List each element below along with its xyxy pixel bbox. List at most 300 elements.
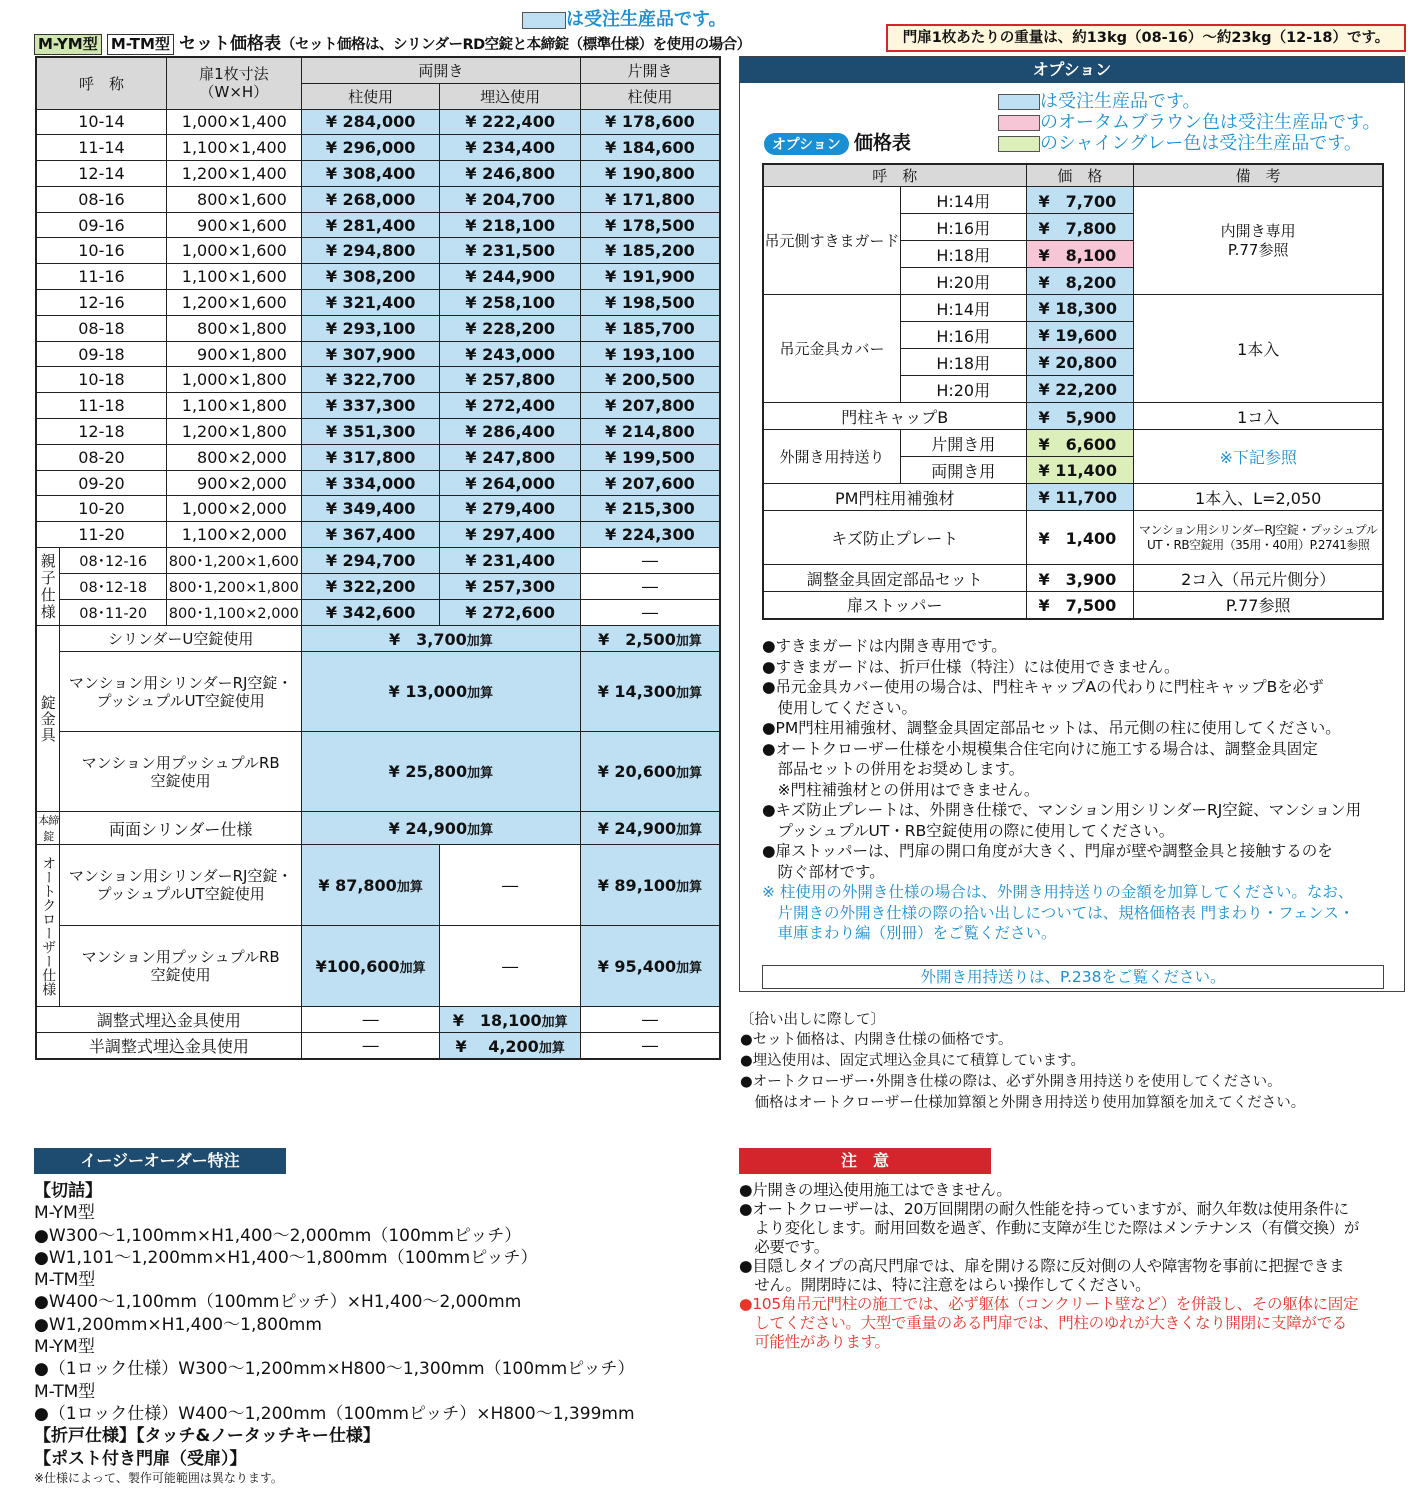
- price-pillar: ¥ 294,700: [325, 551, 416, 571]
- option-blue-note: 片開きの外開き仕様の際の拾い出しについては、規格価格表 門まわり・フェンス・: [762, 903, 1355, 922]
- opt-price: ¥ 7,500: [1038, 596, 1117, 616]
- easy-order-line: 【ポスト付き門扉（受扉）】: [34, 1448, 247, 1469]
- price-pillar: ¥ 308,200: [325, 267, 416, 287]
- kasan-label: 加算: [676, 960, 703, 976]
- opt-name: 門柱キャップB: [841, 407, 949, 427]
- opt-size: H:14用: [936, 299, 991, 319]
- table-row: [36, 393, 720, 419]
- price-pillar: ¥ 317,800: [325, 447, 416, 467]
- easy-order-header: イージーオーダー特注: [34, 1148, 286, 1174]
- option-legend: は受注生産品です。 のオータムブラウン色は受注生産品です。 のシャイングレー色は受注生産品です。: [998, 91, 1381, 154]
- table-row: [36, 548, 720, 574]
- weight-note: 門扉1枚あたりの重量は、約13kg（08-16）～約23kg（12-18）です。: [886, 24, 1406, 52]
- row-name: 08-20: [78, 447, 125, 467]
- price-embedded: ¥ 204,700: [465, 189, 555, 209]
- option-table: [762, 163, 1384, 620]
- row-name: 12-16: [78, 292, 125, 312]
- price-single: ¥ 224,300: [605, 525, 695, 545]
- row-name: 11-20: [78, 525, 125, 545]
- row-size: 1,000×1,400: [181, 112, 287, 132]
- price-single: ¥ 2,500: [598, 630, 676, 650]
- caution-line: ●オートクローザーは、20万回開閉の耐久性能を持っていますが、耐久年数は使用条件に: [739, 1200, 1349, 1218]
- price-single: ¥ 185,200: [605, 241, 695, 261]
- price-single: ―: [641, 1010, 658, 1030]
- table-row: [763, 403, 1383, 430]
- option-note: プッシュプルUT・RB空錠使用の際に使用してください。: [762, 821, 1175, 840]
- price-embedded: ¥ 272,600: [465, 603, 555, 623]
- kasan-label: 加算: [467, 822, 494, 838]
- table-row: [763, 592, 1383, 619]
- honjime-label: 本締錠: [38, 814, 59, 844]
- row-size: 1,100×1,800: [181, 396, 287, 416]
- price-embedded: ―: [502, 875, 519, 895]
- row-name: マンション用シリンダーRJ空錠・ プッシュプルUT空錠使用: [68, 673, 293, 710]
- row-name: 半調整式埋込金具使用: [88, 1036, 249, 1056]
- easy-order-line: M-TM型: [34, 1381, 96, 1402]
- easy-order-body: [34, 1180, 714, 1486]
- row-name: 08-18: [78, 318, 125, 338]
- price-embedded: ¥ 228,200: [465, 318, 555, 338]
- kasan-label: 加算: [676, 686, 703, 702]
- price-embedded: ¥ 264,000: [465, 473, 555, 493]
- kasan-label: 加算: [676, 879, 703, 895]
- table-row: [36, 812, 720, 845]
- green-swatch: [998, 136, 1040, 152]
- opt-note: マンション用シリンダーRJ空錠・プッシュプル UT・RB空錠用（35用・40用）P.2741参照: [1139, 522, 1378, 552]
- blue-swatch: [522, 12, 566, 29]
- opt-note: 1本入: [1237, 340, 1280, 359]
- price-single: ¥ 207,600: [605, 473, 695, 493]
- row-name: 08-16: [78, 189, 125, 209]
- price-embedded: ¥ 257,300: [465, 577, 555, 597]
- option-note: ●オートクローザー仕様を小規模集合住宅向けに施工する場合は、調整金具固定: [762, 739, 1318, 758]
- price-single: ―: [641, 551, 658, 571]
- price-pillar: ―: [362, 1035, 379, 1055]
- table-row: [36, 926, 720, 1007]
- table-row: [36, 290, 720, 316]
- row-name: 08･12-18: [79, 580, 148, 597]
- closer-label: オートクローザー仕様: [40, 855, 57, 996]
- price-embedded: ―: [502, 956, 519, 976]
- table-row: [36, 574, 720, 600]
- row-size: 1,000×2,000: [181, 499, 287, 519]
- header-embedded: 埋込使用: [440, 83, 581, 109]
- option-blue-note: ※ 柱使用の外開き仕様の場合は、外開き用持送りの金額を加算してください。なお、: [762, 883, 1354, 901]
- opt-name: 扉ストッパー: [846, 596, 943, 616]
- table-row: [36, 626, 720, 652]
- kasan-label: 加算: [675, 634, 702, 650]
- table-row: [763, 484, 1383, 511]
- page-title: セット価格表: [179, 34, 282, 54]
- price-pillar: ¥ 281,400: [325, 215, 416, 235]
- easy-order-line: ●W1,101～1,200mm×H1,400～1,800mm（100mmピッチ）: [34, 1247, 538, 1268]
- row-size: 1,200×1,800: [181, 421, 287, 441]
- opt-size: H:20用: [936, 272, 991, 292]
- price-pillar: ¥ 322,700: [325, 370, 416, 390]
- option-note: 部品セットの併用をお奨めします。: [762, 760, 1025, 778]
- opt-header-name: 呼 称: [763, 164, 1026, 187]
- option-note: ●扉ストッパーは、門扉の開口角度が大きく、門扉が壁や調整金具と接触するのを: [762, 842, 1333, 860]
- price-single: ¥ 89,100: [597, 875, 677, 895]
- caution-line: 必要です。: [739, 1238, 829, 1256]
- easy-order-line: ●（1ロック仕様）W300～1,200mm×H800～1,300mm（100mmピッチ）: [34, 1359, 635, 1380]
- price-embedded: ¥ 272,400: [465, 396, 555, 416]
- opt-size: H:16用: [936, 218, 991, 238]
- price-embedded: ¥ 231,500: [465, 241, 555, 261]
- set-price-title: [34, 29, 751, 55]
- option-badge: オプション: [764, 133, 849, 155]
- row-size: 800･1,100×2,000: [168, 606, 299, 623]
- price-pillar: ¥ 349,400: [325, 499, 416, 519]
- row-size: 900×2,000: [197, 473, 287, 493]
- table-row: [36, 186, 720, 212]
- price-embedded: ¥ 246,800: [465, 163, 555, 183]
- option-title: [764, 128, 911, 155]
- row-size: 900×1,800: [197, 344, 287, 364]
- row-name: 08･11-20: [79, 606, 148, 623]
- row-name: 09-20: [78, 473, 125, 493]
- opt-size: H:18用: [936, 353, 991, 373]
- easy-order-line: ●W400～1,100mm（100mmピッチ）×H1,400～2,000mm: [34, 1292, 522, 1313]
- pickup-line: ●埋込使用は、固定式埋込金具にて積算しています。: [740, 1053, 1085, 1069]
- price-pillar: ¥ 351,300: [325, 421, 416, 441]
- kasan-label: 加算: [396, 879, 423, 895]
- option-note: ※門柱補強材との併用はできません。: [762, 780, 1040, 799]
- row-size: 800･1,200×1,800: [168, 580, 299, 597]
- price-single: ¥ 171,800: [605, 189, 695, 209]
- price-pillar: ¥ 342,600: [325, 603, 416, 623]
- price-pillar: ―: [362, 1010, 379, 1030]
- price-single: ¥ 20,600: [597, 762, 677, 782]
- price-pillar: ¥ 322,200: [325, 577, 416, 597]
- price-embedded: ¥ 243,000: [465, 344, 555, 364]
- opt-price: ¥ 8,200: [1038, 272, 1117, 292]
- opt-note: 1コ入: [1237, 407, 1280, 427]
- opt-name: PM門柱用補強材: [835, 488, 955, 508]
- caution-header: 注 意: [739, 1148, 991, 1174]
- price-embedded: ¥ 234,400: [465, 138, 555, 158]
- price-pillar: ¥ 367,400: [325, 525, 416, 545]
- price-double: ¥ 13,000: [388, 682, 468, 702]
- row-name: 10-18: [78, 370, 125, 390]
- price-single: ¥ 178,600: [605, 112, 695, 132]
- opt-name: 外開き用持送り: [779, 448, 885, 466]
- table-row: [36, 600, 720, 626]
- opt-price: ¥ 3,900: [1038, 569, 1117, 589]
- easy-order-line: ●（1ロック仕様）W400～1,200mm（100mmピッチ）×H800～1,399mm: [34, 1403, 635, 1424]
- easy-order-line: ●W300～1,100mm×H1,400～2,000mm（100mmピッチ）: [34, 1225, 522, 1246]
- table-row: [36, 161, 720, 187]
- price-embedded: ¥ 297,400: [465, 525, 555, 545]
- pickup-line: ●セット価格は、内開き仕様の価格です。: [740, 1032, 1013, 1048]
- table-row: [36, 315, 720, 341]
- price-embedded: ¥ 279,400: [465, 499, 555, 519]
- table-row: [763, 511, 1383, 565]
- kasan-label: 加算: [676, 822, 703, 838]
- top-legend: は受注生産品です。: [522, 5, 727, 31]
- option-panel: [739, 56, 1405, 992]
- price-embedded: ¥ 244,900: [465, 267, 555, 287]
- row-size: 1,100×1,400: [181, 138, 287, 158]
- price-embedded: ¥ 286,400: [465, 421, 555, 441]
- caution-line: ●目隠しタイプの高尺門扉では、扉を開ける際に反対側の人や障害物を事前に把握できま: [739, 1257, 1345, 1275]
- easy-order-line: M-YM型: [34, 1337, 95, 1358]
- opt-note: 内開き専用 P.77参照: [1220, 221, 1296, 259]
- price-embedded: ¥ 231,400: [465, 551, 555, 571]
- opt-price: ¥ 18,300: [1038, 298, 1117, 318]
- table-row: [36, 1033, 720, 1059]
- row-name: マンション用シリンダーRJ空錠・ プッシュプルUT空錠使用: [68, 867, 293, 904]
- opt-price: ¥ 20,800: [1038, 352, 1117, 372]
- table-row: [36, 264, 720, 290]
- price-pillar: ¥ 294,800: [325, 241, 416, 261]
- option-note: 使用してください。: [762, 698, 918, 717]
- easy-order-footnote: ※仕様によって、製作可能範囲は異なります。: [34, 1470, 283, 1485]
- row-size: 1,000×1,800: [181, 370, 287, 390]
- table-row: [763, 430, 1383, 457]
- opt-price: ¥ 5,900: [1038, 407, 1117, 427]
- opt-price: ¥ 8,100: [1038, 245, 1117, 265]
- model-badge-ym: M-YM型: [34, 34, 102, 55]
- price-embedded: ¥ 222,400: [465, 112, 555, 132]
- price-single: ¥ 215,300: [605, 499, 695, 519]
- price-pillar: ¥ 321,400: [325, 292, 416, 312]
- opt-note: 2コ入（吊元片側分）: [1181, 569, 1336, 589]
- table-row: [36, 652, 720, 732]
- row-name: 09-18: [78, 344, 125, 364]
- option-note: ●すきまガードは、折戸仕様（特注）には使用できません。: [762, 657, 1180, 676]
- easy-order-line: 【切詰】: [34, 1181, 102, 1201]
- row-name: 09-16: [78, 215, 125, 235]
- price-single: ¥ 200,500: [605, 370, 695, 390]
- set-price-table: [35, 56, 721, 1060]
- option-header: オプション: [740, 57, 1404, 83]
- kasan-label: 加算: [541, 1015, 568, 1031]
- opt-price: ¥ 19,600: [1038, 325, 1117, 345]
- model-badge-tm: M-TM型: [107, 34, 174, 55]
- price-double: ¥ 24,900: [388, 818, 468, 838]
- opt-price: ¥ 1,400: [1038, 529, 1117, 548]
- row-size: 1,000×1,600: [181, 241, 287, 261]
- price-pillar: ¥ 268,000: [325, 189, 416, 209]
- opt-size: H:14用: [936, 191, 991, 211]
- pickup-line: ●オートクローザー･外開き仕様の際は、必ず外開き用持送りを使用してください。: [740, 1074, 1282, 1090]
- blue-swatch: [998, 94, 1040, 110]
- price-single: ―: [641, 1035, 658, 1055]
- lock-label: 錠金具: [38, 694, 57, 743]
- price-embedded: ¥ 4,200: [455, 1036, 539, 1056]
- opt-note: P.77参照: [1225, 596, 1291, 616]
- kasan-label: 加算: [467, 686, 494, 702]
- table-row: [763, 295, 1383, 322]
- opt-note: 1本入、L=2,050: [1195, 488, 1322, 508]
- row-size: 1,200×1,400: [181, 163, 287, 183]
- table-row: [36, 367, 720, 393]
- opt-header-note: 備 考: [1134, 164, 1383, 187]
- caution-line: ●105角吊元門柱の施工では、必ず躯体（コンクリート壁など）を併設し、その躯体に固定: [739, 1295, 1359, 1313]
- easy-order-line: M-TM型: [34, 1270, 96, 1291]
- price-single: ―: [641, 603, 658, 623]
- table-row: [36, 109, 720, 135]
- pickup-line: 価格はオートクローザー仕様加算額と外開き用持送り使用加算額を加えてください。: [740, 1095, 1306, 1111]
- pickup-title: 〔拾い出しに際して〕: [740, 1012, 885, 1028]
- price-single: ¥ 184,600: [605, 138, 695, 158]
- row-size: 800×2,000: [197, 447, 287, 467]
- table-row: [36, 212, 720, 238]
- price-embedded: ¥ 18,100: [452, 1011, 542, 1031]
- kasan-label: 加算: [676, 766, 703, 782]
- price-pillar: ¥ 337,300: [325, 396, 416, 416]
- price-double: ¥ 3,700: [388, 630, 467, 650]
- caution-line: してください。大型で重量のある門扉では、門柱のゆれが大きくなり開閉に支障がでる: [739, 1314, 1348, 1332]
- table-row: [763, 565, 1383, 592]
- caution-body: [739, 1181, 1419, 1352]
- price-pillar: ¥ 307,900: [325, 344, 416, 364]
- price-pillar: ¥100,600: [315, 956, 400, 976]
- price-single: ¥ 185,700: [605, 318, 695, 338]
- row-name: 11-14: [78, 138, 125, 158]
- easy-order-line: ●W1,200mm×H1,400～1,800mm: [34, 1314, 322, 1335]
- row-name: 10-20: [78, 499, 125, 519]
- price-single: ¥ 198,500: [605, 292, 695, 312]
- header-pillar: 柱使用: [301, 83, 440, 109]
- price-single: ¥ 178,500: [605, 215, 695, 235]
- option-note: ●キズ防止プレートは、外開き仕様で、マンション用シリンダーRJ空錠、マンション用: [762, 801, 1362, 819]
- row-name: 調整式埋込金具使用: [96, 1011, 241, 1031]
- price-single: ¥ 24,900: [597, 818, 677, 838]
- row-name: 両面シリンダー仕様: [108, 819, 253, 839]
- table-row: [36, 341, 720, 367]
- opt-price: ¥ 7,700: [1038, 191, 1117, 211]
- table-row: [36, 496, 720, 522]
- easy-order-line: 【折戸仕様】【タッチ&ノータッチキー仕様】: [34, 1426, 380, 1447]
- table-row: [36, 732, 720, 812]
- pickup-notes: [740, 1010, 1410, 1114]
- header-name: 呼 称: [36, 57, 166, 109]
- opt-price: ¥ 6,600: [1038, 434, 1117, 454]
- price-double: ¥ 25,800: [388, 762, 468, 782]
- opt-size: 両開き用: [931, 461, 996, 481]
- header-single: 片開き: [580, 57, 720, 83]
- price-pillar: ¥ 296,000: [325, 138, 416, 158]
- caution-line: ●片開きの埋込使用施工はできません。: [739, 1181, 1012, 1199]
- option-note: 防ぐ部材です。: [762, 862, 885, 881]
- price-single: ¥ 95,400: [597, 956, 677, 976]
- header-double: 両開き: [301, 57, 580, 83]
- pink-swatch: [998, 115, 1040, 131]
- caution-line: せん。開閉時には、特に注意をはらい操作してください。: [739, 1276, 1151, 1294]
- price-pillar: ¥ 87,800: [318, 875, 397, 895]
- option-note: ●吊元金具カバー使用の場合は、門柱キャップAの代わりに門柱キャップBを必ず: [762, 678, 1324, 696]
- table-row: [36, 470, 720, 496]
- opt-name: キズ防止プレート: [831, 529, 959, 548]
- price-embedded: ¥ 247,800: [465, 447, 555, 467]
- option-note: ●すきまガードは内開き専用です。: [762, 637, 1007, 655]
- price-single: ¥ 191,900: [605, 267, 695, 287]
- row-size: 900×1,600: [197, 215, 287, 235]
- row-name: 10-16: [78, 241, 125, 261]
- row-size: 800･1,200×1,600: [168, 554, 299, 571]
- kasan-label: 加算: [467, 766, 494, 782]
- kasan-label: 加算: [538, 1040, 565, 1056]
- row-name: 11-16: [78, 267, 125, 287]
- price-single: ¥ 207,800: [605, 396, 695, 416]
- price-single: ¥ 199,500: [605, 447, 695, 467]
- header-size: 扉1枚寸法 （W×H）: [166, 57, 301, 109]
- row-name: マンション用プッシュプルRB 空錠使用: [81, 948, 280, 985]
- price-single: ¥ 193,100: [605, 344, 695, 364]
- row-name: 10-14: [78, 112, 125, 132]
- row-name: 12-14: [78, 163, 125, 183]
- caution-line: より変化します。耐用回数を過ぎ、作動に支障が生じた際はメンテナンス（有償交換）が: [739, 1219, 1360, 1237]
- easy-order-line: M-YM型: [34, 1203, 95, 1224]
- row-name: 11-18: [78, 396, 125, 416]
- opt-size: H:18用: [936, 245, 991, 265]
- opt-price: ¥ 7,800: [1038, 218, 1117, 238]
- opt-size: 片開き用: [931, 434, 996, 454]
- row-name: シリンダーU空錠使用: [107, 629, 254, 648]
- row-name: 12-18: [78, 421, 125, 441]
- table-row: [763, 187, 1383, 214]
- kasan-label: 加算: [399, 960, 426, 976]
- price-embedded: ¥ 258,100: [465, 292, 555, 312]
- price-single: ¥ 214,800: [605, 421, 695, 441]
- outward-bracket-link[interactable]: 外開き用持送りは、P.238をご覧ください。: [762, 965, 1384, 989]
- opt-header-price: 価 格: [1026, 164, 1134, 187]
- price-single: ¥ 14,300: [597, 682, 677, 702]
- opt-size: H:20用: [936, 380, 991, 400]
- row-size: 1,200×1,600: [181, 292, 287, 312]
- table-row: [36, 522, 720, 548]
- row-name: マンション用プッシュプルRB 空錠使用: [81, 753, 280, 790]
- oyako-label: 親子仕様: [40, 551, 56, 621]
- price-pillar: ¥ 308,400: [325, 163, 416, 183]
- row-name: 08･12-16: [79, 554, 148, 571]
- header-single-pillar: 柱使用: [580, 83, 720, 109]
- opt-name: 調整金具固定部品セット: [806, 569, 983, 589]
- table-row: [36, 1007, 720, 1033]
- price-pillar: ¥ 284,000: [325, 112, 416, 132]
- row-size: 800×1,600: [197, 189, 287, 209]
- price-single: ¥ 190,800: [605, 163, 695, 183]
- option-note: ●PM門柱用補強材、調整金具固定部品セットは、吊元側の柱に使用してください。: [762, 719, 1341, 737]
- row-size: 1,100×1,600: [181, 267, 287, 287]
- opt-note: ※下記参照: [1219, 448, 1297, 467]
- option-blue-note: 車庫まわり編（別冊）をご覧ください。: [762, 924, 1057, 942]
- opt-name: 吊元金具カバー: [779, 340, 885, 358]
- opt-name: 吊元側すきまガード: [764, 232, 900, 250]
- table-row: [36, 845, 720, 926]
- opt-price: ¥ 22,200: [1038, 379, 1117, 399]
- row-size: 1,100×2,000: [181, 525, 287, 545]
- page-subtitle: （セット価格は、シリンダーRD空錠と本締錠（標準仕様）を使用の場合）: [281, 37, 751, 53]
- table-row: [36, 444, 720, 470]
- price-single: ―: [641, 577, 658, 597]
- option-price-title: 価格表: [853, 132, 911, 154]
- opt-price: ¥ 11,400: [1038, 460, 1117, 480]
- kasan-label: 加算: [466, 634, 493, 650]
- price-pillar: ¥ 334,000: [325, 473, 416, 493]
- price-pillar: ¥ 293,100: [325, 318, 416, 338]
- option-notes: [762, 636, 1392, 944]
- price-embedded: ¥ 218,100: [465, 215, 555, 235]
- table-row: [36, 419, 720, 445]
- table-row: [36, 135, 720, 161]
- opt-price: ¥ 11,700: [1038, 487, 1117, 507]
- caution-line: 可能性があります。: [739, 1333, 890, 1351]
- row-size: 800×1,800: [197, 318, 287, 338]
- table-row: [36, 238, 720, 264]
